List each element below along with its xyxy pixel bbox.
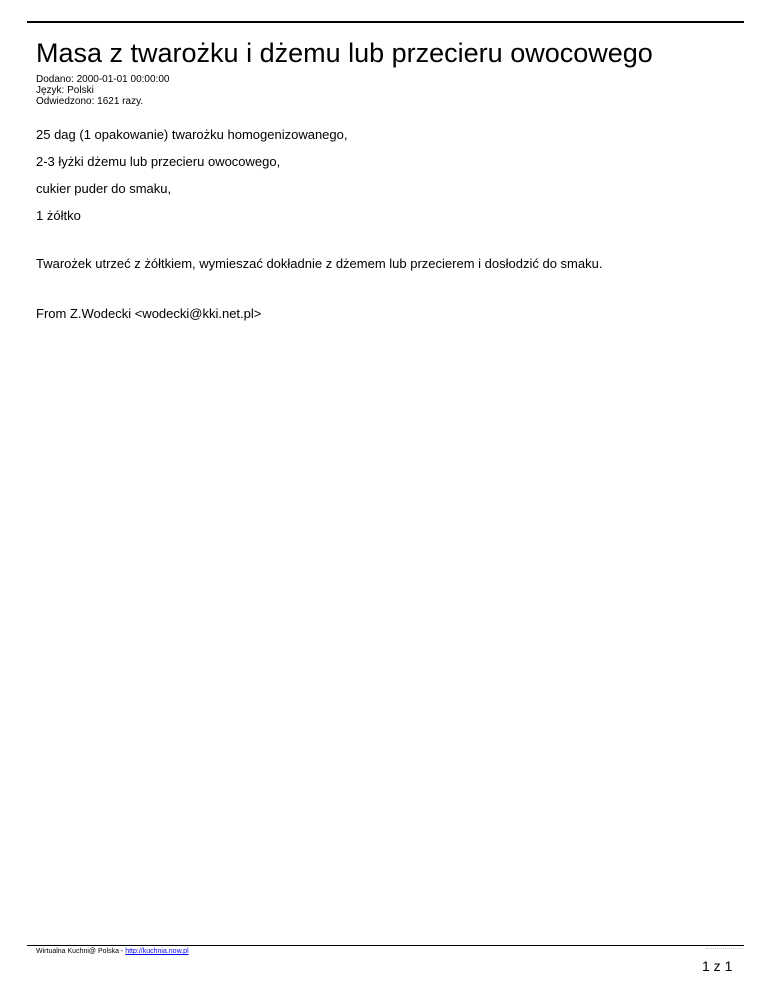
ingredient-item: 2-3 łyżki dżemu lub przecieru owocowego, (36, 154, 281, 169)
header-divider (27, 21, 744, 23)
ingredient-item: cukier puder do smaku, (36, 181, 172, 196)
footer-divider (27, 945, 744, 946)
meta-added-date: Dodano: 2000-01-01 00:00:00 (36, 74, 170, 85)
footer-site-info (36, 947, 189, 956)
footer-site-link[interactable]: http://kuchnia.now.pl (125, 948, 189, 955)
page-title: Masa z twarożku i dżemu lub przecieru owocowego (36, 38, 653, 68)
meta-visit-count: Odwiedzono: 1621 razy. (36, 96, 144, 107)
ingredients-list (36, 127, 347, 235)
footer-stamp-mark (706, 948, 742, 951)
recipe-instructions: Twarożek utrzeć z żółtkiem, wymieszać dokładnie z dżemem lub przecierem i dosłodzić do smaku. (36, 256, 603, 271)
recipe-author: From Z.Wodecki <wodecki@kki.net.pl> (36, 306, 262, 321)
recipe-meta (36, 74, 169, 107)
ingredient-item: 25 dag (1 opakowanie) twarożku homogenizowanego, (36, 127, 348, 142)
footer-site-name: Wirtualna Kuchni@ Polska - (36, 948, 126, 955)
meta-language: Język: Polski (36, 85, 94, 96)
page-number: 1 z 1 (702, 958, 733, 974)
ingredient-item: 1 żółtko (36, 208, 81, 223)
